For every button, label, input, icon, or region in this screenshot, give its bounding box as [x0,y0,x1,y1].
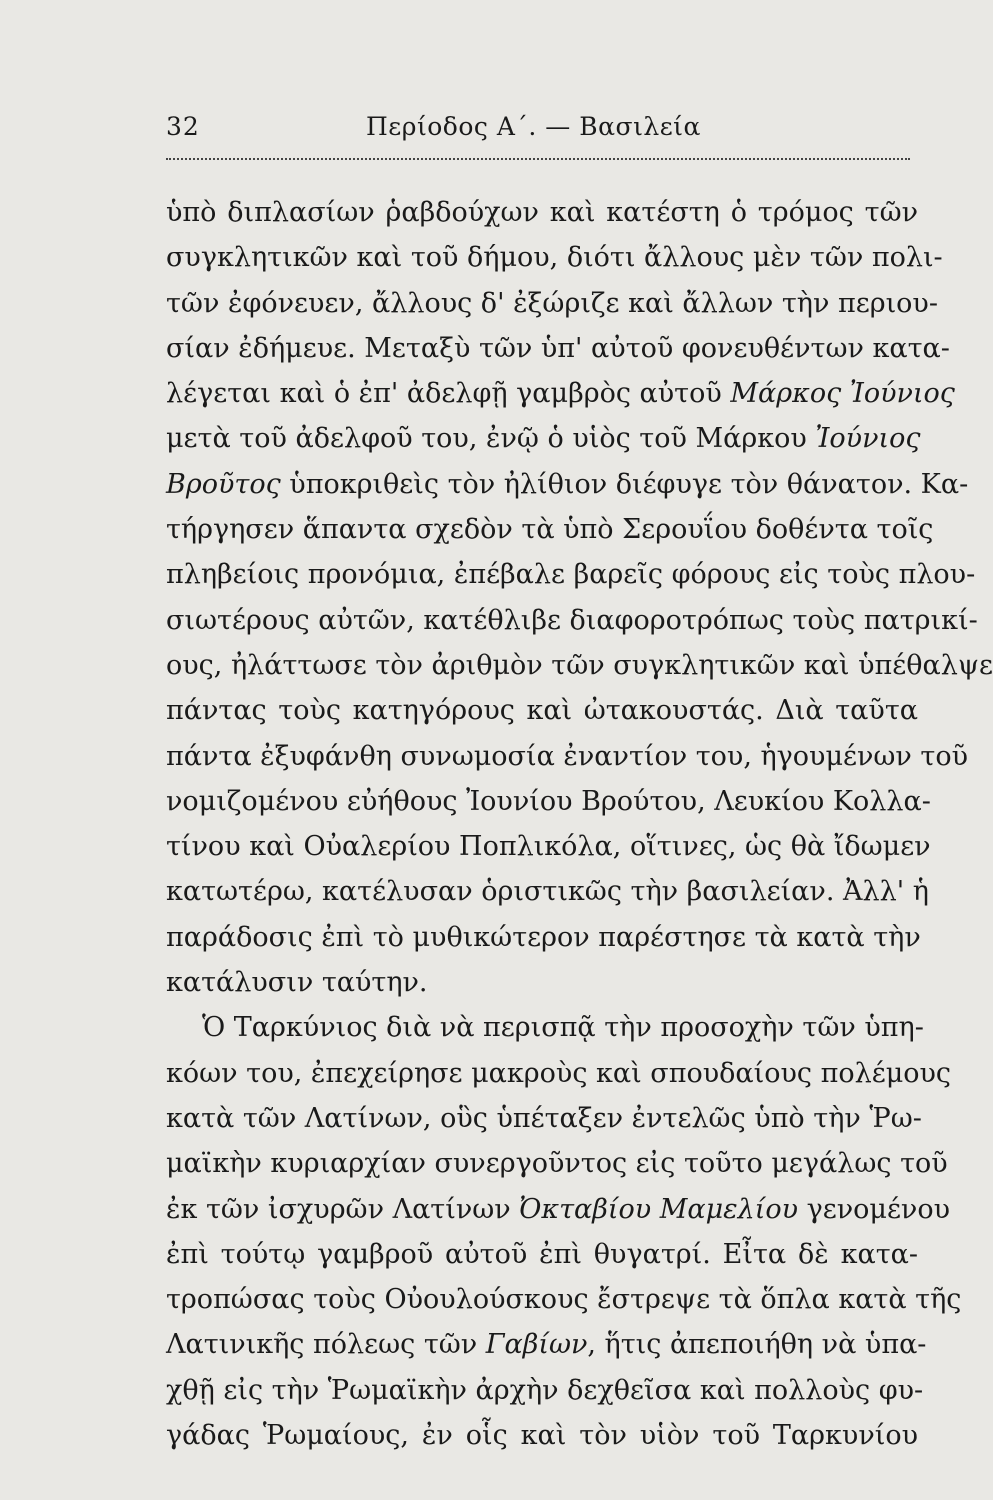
header-divider [166,158,910,160]
text-line [166,1322,927,1367]
text-line: συγκλητικῶν καὶ τοῦ δήμου, διότι ἄλλους μὲν τῶν πολι- [166,242,943,274]
text-line: παράδοσις ἐπὶ τὸ μυθικώτερον παρέστησε τὰ κατὰ τὴν [166,921,921,953]
text-span: ὑποκριθεὶς τὸν ἠλίθιον διέφυγε τὸν θάνατον. Κα- [280,468,969,500]
text-line: χθῇ εἰς τὴν Ῥωμαϊκὴν ἀρχὴν δεχθεῖσα καὶ πολλοὺς φυ- [166,1374,924,1406]
text-line: πληβείοις προνόμια, ἐπέβαλε βαρεῖς φόρους εἰς τοὺς πλου- [166,559,976,591]
text-line: νομιζομένου εὐήθους Ἰουνίου Βρούτου, Λευκίου Κολλα- [166,785,931,817]
italic-name: Ἰούνιος [815,423,921,455]
text-line: ους, ἠλάττωσε τὸν ἀριθμὸν τῶν συγκλητικῶν καὶ ὑπέθαλψε [166,649,993,681]
text-line: σίαν ἐδήμευε. Μεταξὺ τῶν ὑπ' αὐτοῦ φονευθέντων κατα- [166,332,950,364]
text-line [166,1187,951,1232]
text-span: , ἥτις ἀπεποιήθη νὰ ὑπα- [587,1329,927,1361]
text-line [166,371,955,416]
body-text [166,190,993,1458]
text-span: λέγεται καὶ ὁ ἐπ' ἀδελφῇ γαμβρὸς αὐτοῦ [166,378,731,410]
text-line: ὑπὸ διπλασίων ῥαβδούχων καὶ κατέστη ὁ τρόμος τῶν [166,197,918,228]
text-line: ἐπὶ τούτῳ γαμβροῦ αὐτοῦ ἐπὶ θυγατρί. Εἶτα δὲ κατα- [166,1238,918,1270]
page-header [166,112,910,152]
text-line: τροπώσας τοὺς Οὐουλούσκους ἔστρεψε τὰ ὅπλα κατὰ τῆς [166,1284,962,1316]
text-line: σιωτέρους αὐτῶν, κατέθλιβε διαφοροτρόπως τοὺς πατρικί- [166,604,978,636]
italic-name: Μάρκος Ἰούνιος [730,378,955,410]
text-line [166,416,921,461]
page-number: 32 [166,112,200,141]
paragraph-start-line: Ὁ Ταρκύνιος διὰ νὰ περισπᾷ τὴν προσοχὴν τῶν ὑπη- [202,1012,924,1044]
italic-name: Γαβίων [485,1329,588,1361]
text-span: γενομένου [798,1193,951,1225]
text-span: μετὰ τοῦ ἀδελφοῦ του, ἐνῷ ὁ υἱὸς τοῦ Μάρκου [166,423,816,455]
text-line: τήργησεν ἅπαντα σχεδὸν τὰ ὑπὸ Σερουΐου δοθέντα τοῖς [166,514,934,546]
text-line: κόων του, ἐπεχείρησε μακροὺς καὶ σπουδαίους πολέμους [166,1057,952,1089]
running-head: Περίοδος Α΄. — Βασιλεία [366,112,701,141]
text-line [166,462,969,507]
text-line: τίνου καὶ Οὐαλερίου Ποπλικόλα, οἵτινες, ὡς θὰ ἴδωμεν [166,831,931,863]
italic-name: Βροῦτος [166,468,281,500]
text-line: πάντα ἐξυφάνθη συνωμοσία ἐναντίον του, ἡγουμένων τοῦ [166,740,969,772]
paragraph-end-line: κατάλυσιν ταύτην. [166,967,428,999]
text-line: μαϊκὴν κυριαρχίαν συνεργοῦντος εἰς τοῦτο μεγάλως τοῦ [166,1148,948,1180]
text-span: Λατινικῆς πόλεως τῶν [166,1329,486,1361]
text-line: κατὰ τῶν Λατίνων, οὓς ὑπέταξεν ἐντελῶς ὑπὸ τὴν Ῥω- [166,1102,922,1134]
text-span: ἐκ τῶν ἰσχυρῶν Λατίνων [166,1193,520,1225]
text-line: τῶν ἐφόνευεν, ἄλλους δ' ἐξώριζε καὶ ἄλλων τὴν περιου- [166,287,938,319]
text-line: γάδας Ῥωμαίους, ἐν οἷς καὶ τὸν υἱὸν τοῦ Ταρκυνίου [166,1420,918,1452]
text-line: κατωτέρω, κατέλυσαν ὁριστικῶς τὴν βασιλείαν. Ἀλλ' ἡ [166,876,929,908]
text-line: πάντας τοὺς κατηγόρους καὶ ὠτακουστάς. Διὰ ταῦτα [166,695,918,727]
italic-name: Ὀκταβίου Μαμελίου [519,1193,799,1225]
